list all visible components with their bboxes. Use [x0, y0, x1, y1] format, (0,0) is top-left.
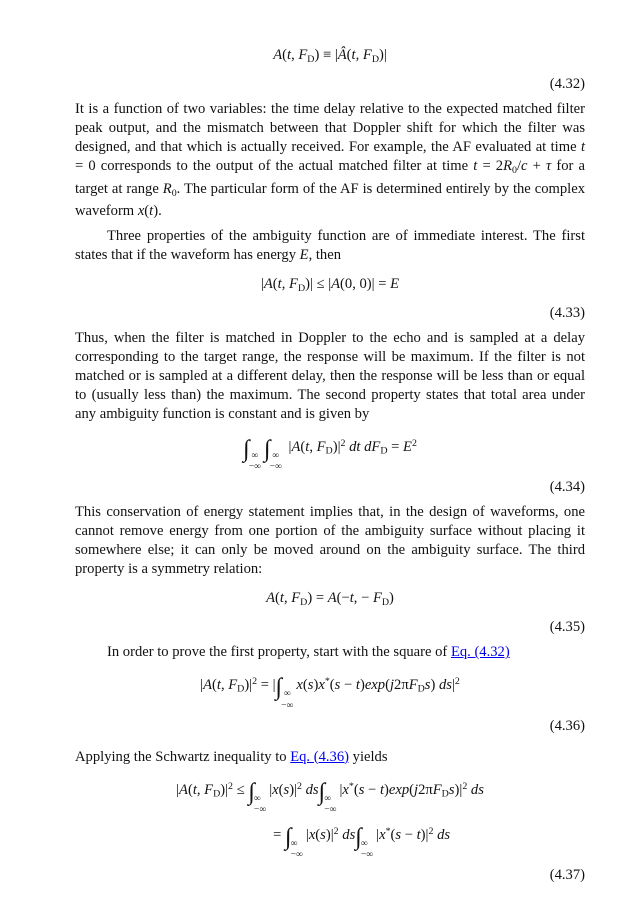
equation-number-4-35: (4.35) [549, 619, 585, 636]
equation-number-4-36: (4.36) [549, 717, 585, 734]
equation-4-37-line1: |A(t, $F_D)|^2$ ≤ ∫ ∞ −∞ $|x(s)|^2$ ds∫ ∞ −∞ $|x^*(s - t)\exp(j2\pi F_Ds)|^2$ ds [176, 778, 484, 815]
paragraph-schwartz-inequality [75, 748, 585, 767]
paragraph-text: In order to prove the first property, start with the square of [107, 644, 451, 661]
paragraph-three-properties: Three properties of the ambiguity function are of immediate interest. The first states that if the waveform has energy E, then [75, 228, 585, 264]
paragraph-text: yields [349, 748, 388, 765]
equation-4-35: A(t, $F_D) = A(-t$, − $F_D$) [266, 590, 394, 609]
paragraph-prove-first-property [75, 643, 585, 662]
equation-number-4-32: (4.32) [549, 75, 585, 92]
equation-number-4-33: (4.33) [549, 305, 585, 322]
equation-4-32: A(t, $F_D$) ≡ |Â(t, $F_D)|$ [273, 47, 387, 65]
link-eq-4-32[interactable]: Eq. (4.32) [450, 644, 510, 661]
equation-4-34: ∫ ∞ −∞ ∫ ∞ −∞ |A(t, $F_D)|^2$ dt $dF_D = E^2$ [243, 436, 417, 473]
paragraph-energy-conservation: This conservation of energy statement implies that, in the design of waveforms, one cannot remove energy from one portion of the ambiguity surface without placing it somewhere else; it can only be moved around on the ambiguity surface. The third property is a symmetry relation: [75, 504, 585, 578]
equation-4-37 [75, 777, 585, 861]
equation-4-36: |A(t, $F_D)|^2$ = |∫ ∞ −∞ $x(s)x^*(s - t)\exp(j2\pi F_Ds)$ $ds|^2$ [200, 674, 460, 711]
paragraph-property1-discussion: Thus, when the filter is matched in Doppler to the echo and is sampled at a delay corresponding to the target range, the response will be maximum. If the filter is not matched or is sampled at a different delay, then the response will be less than or equal to (usually less than) the maximum. The second property states that total area under any ambiguity function is constant and is given by [75, 330, 585, 423]
link-eq-4-36[interactable]: Eq. (4.36) [290, 748, 349, 765]
equation-number-4-37: (4.37) [549, 867, 585, 884]
equation-4-37-line2: = ∫ ∞ −∞ $|x(s)|^2$ ds∫ ∞ −∞ $|x^*(s - t)|^2$ ds [273, 824, 451, 861]
paragraph-af-definition: It is a function of two variables: the time delay relative to the expected matched filter peak output, and the mismatch between that Doppler shift for which the filter was designed, and that which is actually received. For example, the AF evaluated at time t = 0 corresponds to the output of the actual matched filter at time $t = 2R_0/c + \tau$ for a target at range $R_0$. The particular form of the AF is determined entirely by the complex waveform x(t). [75, 100, 585, 220]
equation-number-4-34: (4.34) [549, 479, 585, 496]
equation-4-33: |A(t, $F_D)| \le |A(0$, 0)| = E [260, 276, 400, 295]
equation-4-37-stack [176, 777, 484, 861]
paragraph-text: Applying the Schwartz inequality to [75, 748, 291, 765]
